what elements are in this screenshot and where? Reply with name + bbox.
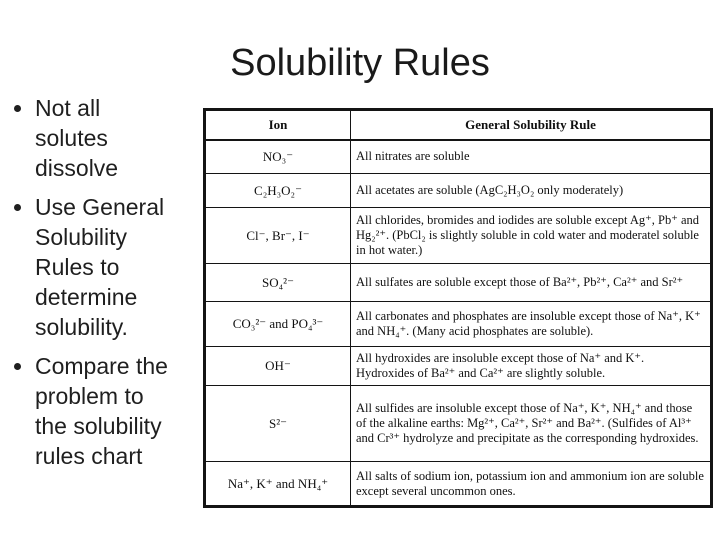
table-row [205,386,712,462]
bullet-list [6,93,231,480]
table-row [205,264,712,302]
solubility-table [203,108,713,508]
ion-cell: NO₃⁻ [205,140,351,174]
bullet-line: determine [35,284,138,310]
bullet-line: rules chart [35,443,143,469]
table-row [205,462,712,507]
bullet-item [35,192,231,342]
solubility-table-head [205,110,712,140]
table-row [205,140,712,174]
column-header-rule: General Solubility Rule [351,110,712,140]
rule-cell: All sulfates are soluble except those of Ba²⁺, Pb²⁺, Ca²⁺ and Sr²⁺ [351,264,712,302]
bullet-line: the solubility [35,413,162,439]
bullet-line: solubility. [35,314,128,340]
rule-cell: All sulfides are insoluble except those of Na⁺, K⁺, NH₄⁺ and those of the alkaline earths: Mg²⁺, Ca²⁺, Sr²⁺ and Ba²⁺. (Sulfides of Al³⁺ and Cr³⁺ hydrolyze and precipitate as the corresponding hydroxides. [351,386,712,462]
ion-cell: SO₄²⁻ [205,264,351,302]
rule-cell: All salts of sodium ion, potassium ion and ammonium ion are soluble except several uncommon ones. [351,462,712,507]
ion-cell: CO₃²⁻ and PO₄³⁻ [205,302,351,347]
table-row [205,347,712,386]
bullet-line: • Not all [35,95,101,121]
rule-cell: All acetates are soluble (AgC₂H₃O₂ only moderately) [351,174,712,208]
bullet-line: solutes [35,125,108,151]
page-title: Solubility Rules [230,42,490,84]
table-row [205,302,712,347]
ion-cell: Cl⁻, Br⁻, I⁻ [205,208,351,264]
ion-cell: C₂H₃O₂⁻ [205,174,351,208]
table-row [205,208,712,264]
table-row [205,174,712,208]
bullet-line: dissolve [35,155,119,181]
ion-cell: S²⁻ [205,386,351,462]
bullet-line: • Compare the [35,353,168,379]
solubility-table-body [205,140,712,507]
bullet-line: Rules to [35,254,120,280]
column-header-ion: Ion [205,110,351,140]
bullet-line: Solubility [35,224,128,250]
rule-cell: All hydroxides are insoluble except those of Na⁺ and K⁺. Hydroxides of Ba²⁺ and Ca²⁺ are slightly soluble. [351,347,712,386]
ion-cell: Na⁺, K⁺ and NH₄⁺ [205,462,351,507]
bullet-item [35,93,231,183]
bullet-line: • Use General [35,194,165,220]
rule-cell: All nitrates are soluble [351,140,712,174]
ion-cell: OH⁻ [205,347,351,386]
rule-cell: All chlorides, bromides and iodides are soluble except Ag⁺, Pb⁺ and Hg₂²⁺. (PbCl₂ is slightly soluble in cold water and moderatel soluble in hot water.) [351,208,712,264]
bullet-line: problem to [35,383,144,409]
bullet-item [35,351,231,471]
header-row [205,110,712,140]
rule-cell: All carbonates and phosphates are insoluble except those of Na⁺, K⁺ and NH₄⁺. (Many acid phosphates are soluble). [351,302,712,347]
